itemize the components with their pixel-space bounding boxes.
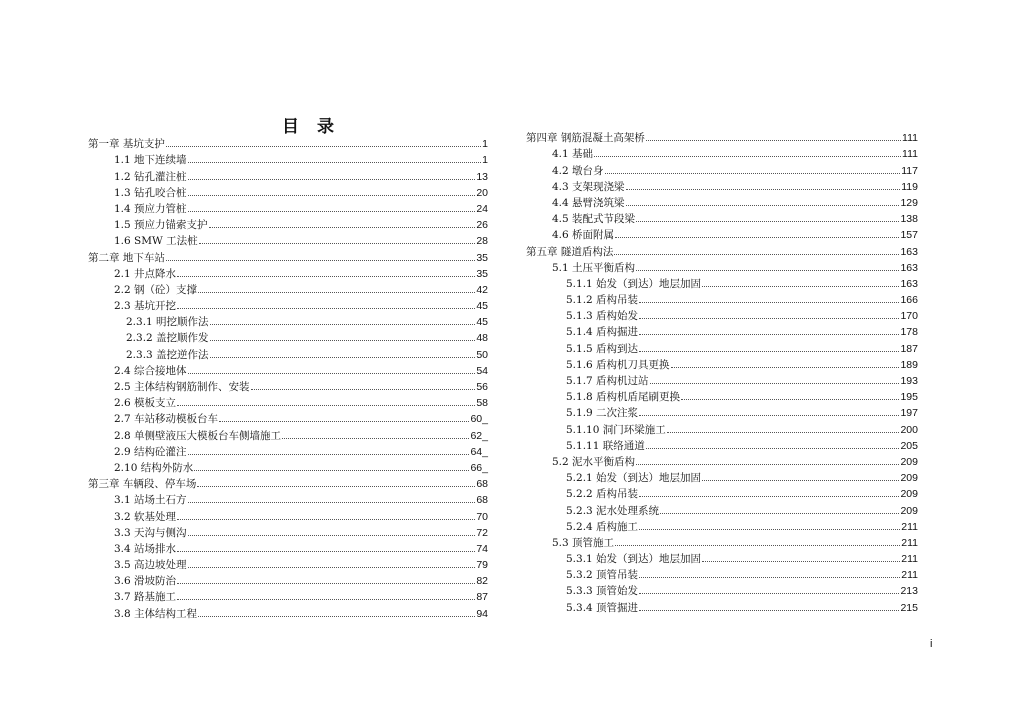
toc-entry-page: 215 bbox=[900, 601, 918, 614]
toc-entry-page: 211 bbox=[901, 569, 918, 582]
toc-entry-label: 4.3 支架现浇梁 bbox=[552, 180, 625, 193]
toc-entry-label: 3.8 主体结构工程 bbox=[114, 607, 198, 620]
toc-entry-page: 170 bbox=[900, 310, 918, 323]
toc-leader-dots bbox=[177, 307, 475, 309]
toc-entry-label: 2.3 基坑开挖 bbox=[114, 300, 177, 313]
toc-section-entry[interactable] bbox=[526, 193, 918, 209]
toc-section-entry[interactable] bbox=[526, 322, 918, 338]
toc-section-entry[interactable] bbox=[88, 296, 488, 312]
toc-leader-dots bbox=[166, 145, 481, 147]
toc-leader-dots bbox=[188, 566, 476, 568]
toc-entry-label: 2.6 模板支立 bbox=[114, 397, 177, 410]
toc-entry-page: 54 bbox=[476, 364, 488, 377]
toc-entry-label: 5.1.1 始发（到达）地层加固 bbox=[566, 277, 702, 290]
toc-entry-page: 166 bbox=[900, 294, 918, 307]
toc-entry-label: 5.2.2 盾构吊装 bbox=[566, 488, 639, 501]
toc-entry-page: 213 bbox=[900, 585, 918, 598]
toc-entry-page: 163 bbox=[900, 277, 918, 290]
toc-entry-page: 189 bbox=[900, 358, 918, 371]
toc-entry-label: 1.1 地下连续墙 bbox=[114, 154, 187, 167]
toc-section-entry[interactable] bbox=[526, 549, 918, 565]
toc-leader-dots bbox=[188, 194, 476, 196]
toc-entry-page: 48 bbox=[476, 332, 488, 345]
toc-entry-label: 3.5 高边坡处理 bbox=[114, 559, 187, 572]
toc-entry-label: 2.1 井点降水 bbox=[114, 267, 177, 280]
toc-entry-label: 5.1.8 盾构机盾尾刷更换 bbox=[566, 391, 681, 404]
toc-title: 目 录 bbox=[282, 117, 340, 137]
toc-leader-dots bbox=[282, 437, 469, 439]
toc-entry-page: 178 bbox=[900, 326, 918, 339]
toc-leader-dots bbox=[639, 317, 899, 319]
toc-leader-dots bbox=[639, 301, 899, 303]
toc-section-entry[interactable] bbox=[88, 523, 488, 539]
toc-section-entry[interactable] bbox=[526, 371, 918, 387]
toc-section-entry[interactable] bbox=[88, 506, 488, 522]
toc-entry-label: 5.1.9 二次注浆 bbox=[566, 407, 639, 420]
toc-leader-dots bbox=[639, 592, 899, 594]
toc-entry-label: 5.1.10 洞门环梁施工 bbox=[566, 423, 666, 436]
toc-section-entry[interactable] bbox=[88, 312, 488, 328]
toc-leader-dots bbox=[177, 518, 475, 520]
toc-section-entry[interactable] bbox=[88, 425, 488, 441]
toc-entry-page: 205 bbox=[900, 439, 918, 452]
toc-section-entry[interactable] bbox=[88, 199, 488, 215]
toc-entry-label: 4.6 桥面附属 bbox=[552, 229, 615, 242]
toc-entry-label: 1.6 SMW 工法桩 bbox=[114, 235, 198, 248]
toc-entry-page: 56 bbox=[476, 381, 488, 393]
toc-section-entry[interactable] bbox=[88, 328, 488, 344]
toc-section-entry[interactable] bbox=[88, 442, 488, 458]
toc-leader-dots bbox=[177, 550, 475, 552]
toc-entry-label: 第一章 基坑支护 bbox=[88, 138, 165, 151]
toc-section-entry[interactable] bbox=[526, 274, 918, 290]
toc-section-entry[interactable] bbox=[526, 306, 918, 322]
toc-leader-dots bbox=[188, 501, 476, 503]
toc-entry-page: 66_ bbox=[470, 461, 488, 474]
toc-entry-page: 209 bbox=[900, 472, 918, 485]
toc-leader-dots bbox=[614, 253, 899, 255]
toc-entry-page: 211 bbox=[901, 520, 918, 533]
toc-entry-label: 2.8 单侧壁液压大模板台车侧墙施工 bbox=[114, 429, 282, 442]
toc-section-entry[interactable] bbox=[88, 150, 488, 166]
toc-chapter-entry[interactable] bbox=[526, 128, 918, 144]
toc-leader-dots bbox=[188, 372, 476, 374]
toc-entry-label: 1.3 钻孔咬合桩 bbox=[114, 186, 187, 199]
toc-leader-dots bbox=[209, 226, 476, 228]
toc-leader-dots bbox=[639, 414, 899, 416]
toc-entry-label: 3.6 滑坡防治 bbox=[114, 575, 177, 588]
toc-leader-dots bbox=[177, 404, 475, 406]
toc-entry-page: 72 bbox=[476, 526, 488, 539]
toc-entry-page: 20 bbox=[476, 186, 488, 199]
toc-section-entry[interactable] bbox=[526, 258, 918, 274]
toc-section-entry[interactable] bbox=[526, 355, 918, 371]
toc-chapter-entry[interactable] bbox=[526, 241, 918, 257]
toc-entry-label: 5.2.1 始发（到达）地层加固 bbox=[566, 472, 702, 485]
toc-section-entry[interactable] bbox=[88, 344, 488, 360]
toc-entry-label: 3.3 天沟与侧沟 bbox=[114, 526, 187, 539]
toc-leader-dots bbox=[636, 220, 899, 222]
toc-entry-page: 50 bbox=[476, 348, 488, 361]
toc-entry-label: 1.2 钻孔灌注桩 bbox=[114, 170, 187, 183]
toc-leader-dots bbox=[636, 269, 899, 271]
toc-leader-dots bbox=[650, 382, 900, 384]
toc-entry-page: 193 bbox=[900, 375, 918, 387]
toc-leader-dots bbox=[210, 323, 476, 325]
toc-section-entry[interactable] bbox=[88, 280, 488, 296]
toc-leader-dots bbox=[639, 495, 899, 497]
toc-leader-dots bbox=[197, 485, 475, 487]
toc-entry-label: 5.1.6 盾构机刀具更换 bbox=[566, 358, 670, 371]
toc-entry-page: 157 bbox=[900, 229, 918, 242]
toc-entry-page: 13 bbox=[476, 170, 488, 183]
toc-leader-dots bbox=[605, 172, 901, 174]
toc-section-entry[interactable] bbox=[526, 581, 918, 597]
toc-section-entry[interactable] bbox=[526, 484, 918, 500]
toc-entry-label: 2.9 结构砼灌注 bbox=[114, 445, 187, 458]
toc-leader-dots bbox=[639, 528, 900, 530]
toc-entry-label: 5.1.11 联络通道 bbox=[566, 439, 645, 452]
toc-entry-page: 129 bbox=[900, 196, 918, 209]
toc-entry-page: 94 bbox=[476, 607, 488, 620]
toc-entry-page: 82 bbox=[476, 575, 488, 588]
toc-entry-label: 2.10 结构外防水 bbox=[114, 461, 194, 474]
toc-entry-label: 3.1 站场土石方 bbox=[114, 494, 187, 507]
toc-entry-page: 28 bbox=[476, 235, 488, 248]
toc-entry-page: 1 bbox=[482, 154, 488, 167]
toc-leader-dots bbox=[681, 398, 899, 400]
toc-leader-dots bbox=[639, 333, 899, 335]
toc-section-entry[interactable] bbox=[526, 209, 918, 225]
toc-section-entry[interactable] bbox=[88, 490, 488, 506]
toc-entry-label: 5.3.3 顶管始发 bbox=[566, 585, 639, 598]
toc-entry-page: 195 bbox=[900, 391, 918, 404]
toc-entry-page: 211 bbox=[901, 553, 918, 566]
toc-entry-page: 68 bbox=[476, 478, 488, 491]
toc-entry-label: 2.3.2 盖挖顺作发 bbox=[126, 332, 209, 345]
toc-section-entry[interactable] bbox=[526, 517, 918, 533]
toc-entry-page: 163 bbox=[900, 245, 918, 258]
toc-entry-page: 197 bbox=[900, 407, 918, 420]
toc-entry-page: 74 bbox=[476, 542, 488, 555]
toc-leader-dots bbox=[166, 259, 475, 261]
toc-entry-label: 第四章 钢筋混凝土高架桥 bbox=[526, 132, 645, 145]
toc-section-entry[interactable] bbox=[88, 377, 488, 393]
toc-entry-label: 2.4 综合接地体 bbox=[114, 364, 187, 377]
toc-entry-label: 5.2 泥水平衡盾构 bbox=[552, 455, 636, 468]
toc-chapter-entry[interactable] bbox=[88, 474, 488, 490]
toc-leader-dots bbox=[702, 285, 899, 287]
toc-entry-label: 3.7 路基施工 bbox=[114, 591, 177, 604]
toc-section-entry[interactable] bbox=[88, 555, 488, 571]
toc-leader-dots bbox=[210, 339, 476, 341]
toc-entry-page: 64_ bbox=[470, 445, 488, 458]
toc-section-entry[interactable] bbox=[526, 403, 918, 419]
toc-entry-label: 2.3.3 盖挖逆作法 bbox=[126, 348, 209, 361]
toc-leader-dots bbox=[671, 366, 900, 368]
toc-leader-dots bbox=[188, 210, 476, 212]
toc-section-entry[interactable] bbox=[88, 409, 488, 425]
toc-left-column bbox=[88, 134, 488, 620]
toc-leader-dots bbox=[177, 598, 475, 600]
toc-leader-dots bbox=[639, 576, 900, 578]
toc-entry-label: 4.1 基础 bbox=[552, 148, 594, 161]
toc-leader-dots bbox=[615, 236, 899, 238]
toc-section-entry[interactable] bbox=[88, 183, 488, 199]
toc-leader-dots bbox=[198, 615, 475, 617]
toc-section-entry[interactable] bbox=[526, 565, 918, 581]
toc-entry-page: 45 bbox=[476, 316, 488, 329]
toc-entry-label: 第三章 车辆段、停车场 bbox=[88, 478, 197, 491]
toc-section-entry[interactable] bbox=[526, 468, 918, 484]
toc-section-entry[interactable] bbox=[526, 177, 918, 193]
toc-section-entry[interactable] bbox=[526, 597, 918, 613]
toc-section-entry[interactable] bbox=[88, 571, 488, 587]
toc-leader-dots bbox=[639, 609, 899, 611]
page-number: i bbox=[930, 638, 933, 650]
toc-section-entry[interactable] bbox=[88, 603, 488, 619]
toc-entry-label: 5.3.1 始发（到达）地层加固 bbox=[566, 553, 702, 566]
toc-entry-page: 79 bbox=[476, 559, 488, 572]
toc-leader-dots bbox=[594, 155, 901, 157]
toc-entry-page: 70 bbox=[476, 510, 488, 523]
toc-entry-label: 第五章 隧道盾构法 bbox=[526, 245, 614, 258]
toc-entry-label: 5.1.7 盾构机过站 bbox=[566, 375, 649, 387]
toc-entry-label: 4.5 装配式节段梁 bbox=[552, 213, 636, 226]
toc-entry-page: 209 bbox=[900, 455, 918, 468]
toc-entry-label: 1.4 预应力管桩 bbox=[114, 202, 187, 215]
toc-leader-dots bbox=[639, 350, 899, 352]
toc-section-entry[interactable] bbox=[526, 338, 918, 354]
toc-entry-label: 2.5 主体结构钢筋制作、安装 bbox=[114, 381, 250, 393]
toc-leader-dots bbox=[210, 356, 476, 358]
toc-entry-page: 209 bbox=[900, 504, 918, 517]
toc-leader-dots bbox=[646, 139, 901, 141]
toc-section-entry[interactable] bbox=[526, 436, 918, 452]
toc-section-entry[interactable] bbox=[88, 539, 488, 555]
toc-leader-dots bbox=[177, 582, 475, 584]
toc-leader-dots bbox=[188, 453, 470, 455]
toc-section-entry[interactable] bbox=[526, 225, 918, 241]
toc-entry-page: 1 bbox=[482, 138, 488, 151]
toc-section-entry[interactable] bbox=[88, 166, 488, 182]
toc-entry-page: 187 bbox=[900, 342, 918, 355]
toc-leader-dots bbox=[615, 544, 900, 546]
toc-leader-dots bbox=[626, 188, 901, 190]
toc-section-entry[interactable] bbox=[526, 500, 918, 516]
toc-entry-page: 60_ bbox=[470, 413, 488, 426]
toc-entry-label: 3.2 软基处理 bbox=[114, 510, 177, 523]
toc-entry-label: 4.2 墩台身 bbox=[552, 164, 604, 177]
toc-section-entry[interactable] bbox=[88, 587, 488, 603]
toc-section-entry[interactable] bbox=[526, 290, 918, 306]
toc-leader-dots bbox=[188, 178, 476, 180]
toc-entry-page: 163 bbox=[900, 261, 918, 274]
toc-leader-dots bbox=[177, 275, 475, 277]
toc-section-entry[interactable] bbox=[88, 231, 488, 247]
toc-leader-dots bbox=[198, 291, 475, 293]
toc-entry-label: 5.1.4 盾构掘进 bbox=[566, 326, 639, 339]
toc-section-entry[interactable] bbox=[526, 160, 918, 176]
toc-entry-label: 5.2.4 盾构施工 bbox=[566, 520, 639, 533]
toc-entry-label: 2.2 钢（砼）支撑 bbox=[114, 283, 198, 296]
toc-entry-page: 58 bbox=[476, 397, 488, 410]
toc-leader-dots bbox=[667, 431, 900, 433]
toc-entry-page: 211 bbox=[901, 536, 918, 549]
toc-entry-page: 68 bbox=[476, 494, 488, 507]
toc-section-entry[interactable] bbox=[526, 452, 918, 468]
toc-leader-dots bbox=[188, 534, 476, 536]
toc-entry-label: 5.2.3 泥水处理系统 bbox=[566, 504, 660, 517]
toc-chapter-entry[interactable] bbox=[88, 247, 488, 263]
toc-leader-dots bbox=[251, 388, 476, 390]
toc-entry-label: 第二章 地下车站 bbox=[88, 251, 165, 264]
toc-entry-label: 4.4 悬臂浇筑梁 bbox=[552, 196, 625, 209]
toc-chapter-entry[interactable] bbox=[88, 134, 488, 150]
toc-section-entry[interactable] bbox=[526, 533, 918, 549]
toc-entry-label: 5.1 土压平衡盾构 bbox=[552, 261, 636, 274]
toc-entry-label: 5.3.4 顶管掘进 bbox=[566, 601, 639, 614]
toc-entry-label: 2.7 车站移动模板台车 bbox=[114, 413, 219, 426]
toc-entry-page: 111 bbox=[902, 148, 918, 161]
toc-entry-label: 1.5 预应力锚索支护 bbox=[114, 219, 208, 232]
toc-entry-label: 5.1.5 盾构到达 bbox=[566, 342, 639, 355]
toc-entry-page: 119 bbox=[901, 180, 918, 193]
toc-entry-page: 26 bbox=[476, 219, 488, 232]
toc-entry-page: 200 bbox=[900, 423, 918, 436]
toc-section-entry[interactable] bbox=[526, 387, 918, 403]
toc-entry-page: 117 bbox=[901, 164, 918, 177]
toc-entry-page: 42 bbox=[476, 283, 488, 296]
toc-right-column bbox=[526, 128, 918, 614]
toc-section-entry[interactable] bbox=[88, 264, 488, 280]
toc-section-entry[interactable] bbox=[88, 215, 488, 231]
toc-section-entry[interactable] bbox=[88, 458, 488, 474]
toc-entry-page: 35 bbox=[476, 267, 488, 280]
toc-entry-page: 62_ bbox=[470, 429, 488, 442]
toc-section-entry[interactable] bbox=[88, 393, 488, 409]
toc-entry-label: 5.3 顶管施工 bbox=[552, 536, 615, 549]
toc-entry-page: 138 bbox=[900, 213, 918, 226]
toc-leader-dots bbox=[188, 161, 482, 163]
toc-section-entry[interactable] bbox=[526, 419, 918, 435]
toc-leader-dots bbox=[660, 512, 899, 514]
toc-leader-dots bbox=[702, 560, 900, 562]
toc-leader-dots bbox=[702, 479, 899, 481]
toc-leader-dots bbox=[626, 204, 900, 206]
toc-entry-page: 87 bbox=[476, 591, 488, 604]
toc-leader-dots bbox=[636, 463, 899, 465]
toc-leader-dots bbox=[646, 447, 900, 449]
toc-entry-page: 24 bbox=[476, 202, 488, 215]
toc-entry-page: 209 bbox=[900, 488, 918, 501]
toc-leader-dots bbox=[219, 420, 469, 422]
toc-leader-dots bbox=[194, 469, 469, 471]
toc-entry-page: 45 bbox=[476, 300, 488, 313]
toc-leader-dots bbox=[199, 242, 476, 244]
toc-entry-label: 5.1.3 盾构始发 bbox=[566, 310, 639, 323]
toc-entry-label: 5.3.2 顶管吊装 bbox=[566, 569, 639, 582]
toc-entry-page: 35 bbox=[476, 251, 488, 264]
toc-entry-label: 2.3.1 明挖顺作法 bbox=[126, 316, 209, 329]
toc-entry-label: 3.4 站场排水 bbox=[114, 542, 177, 555]
toc-section-entry[interactable] bbox=[88, 361, 488, 377]
toc-entry-label: 5.1.2 盾构吊装 bbox=[566, 294, 639, 307]
toc-section-entry[interactable] bbox=[526, 144, 918, 160]
toc-entry-page: 111 bbox=[902, 132, 918, 145]
